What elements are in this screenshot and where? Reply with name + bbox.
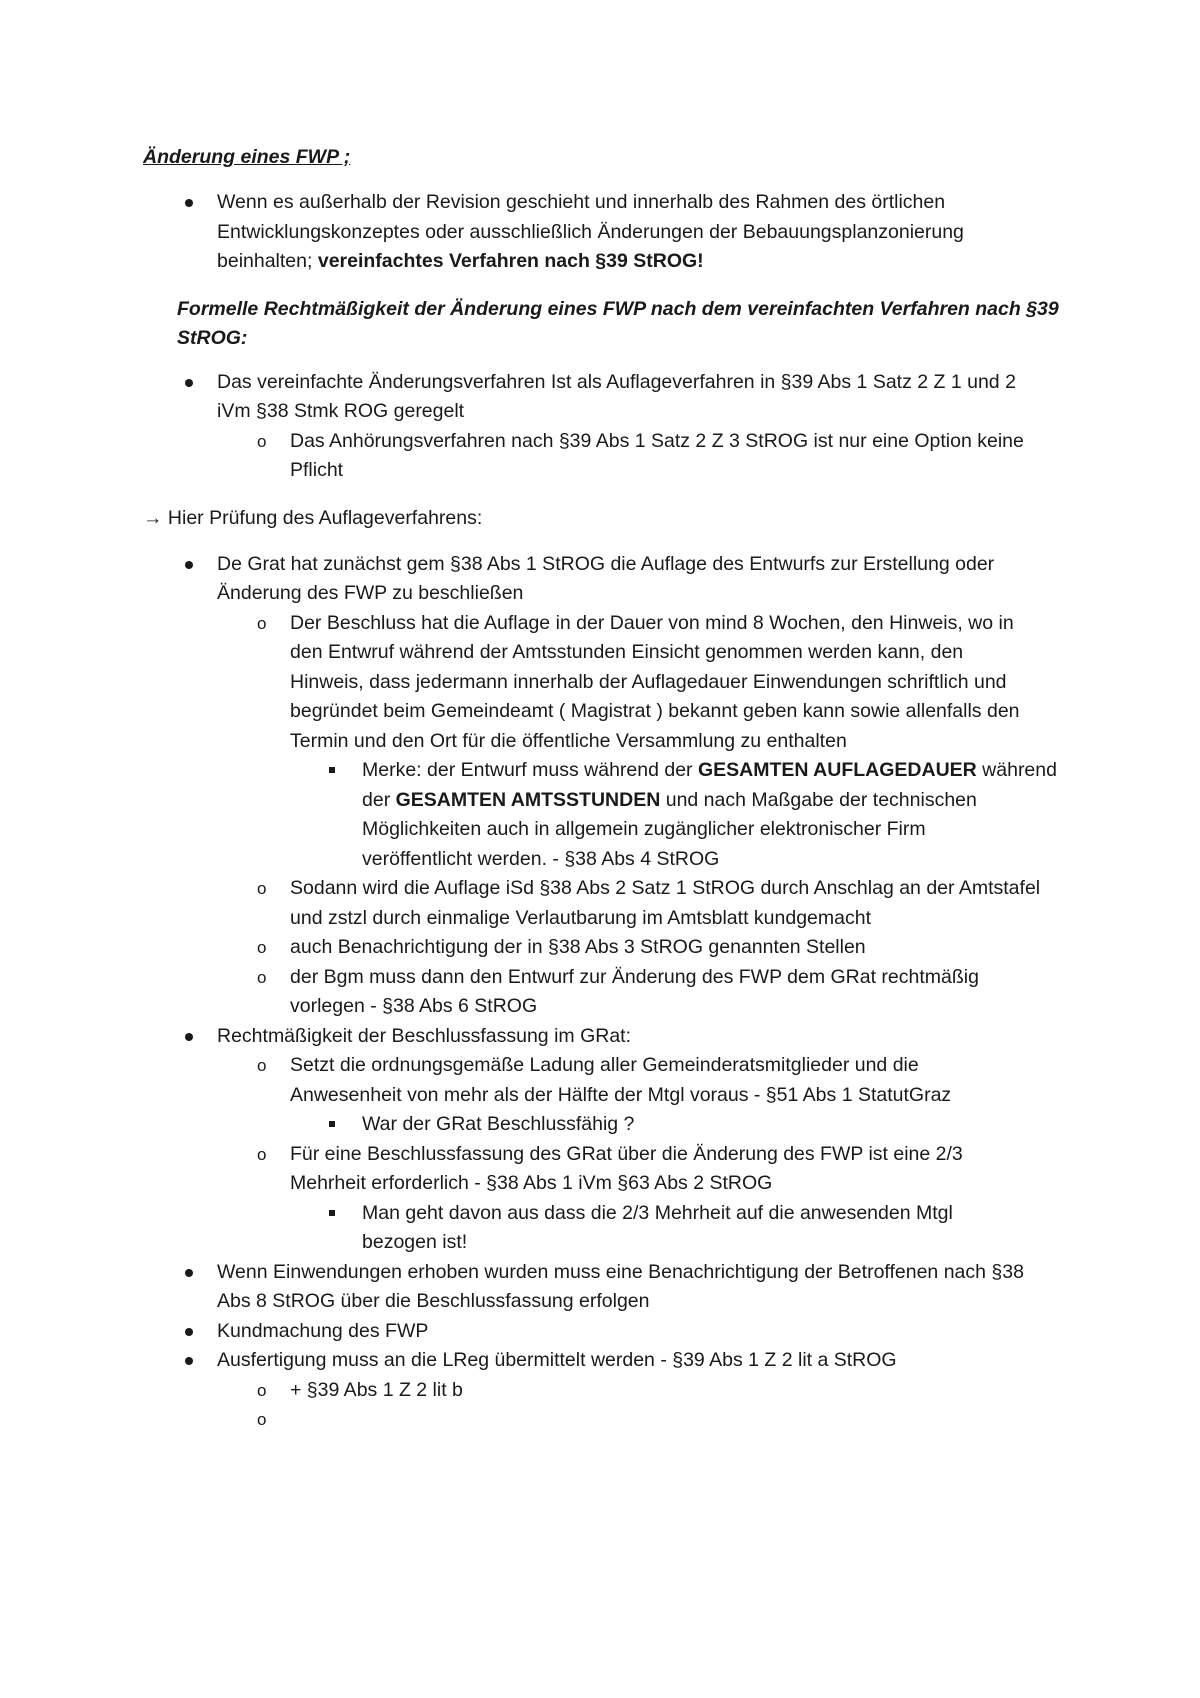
section-heading: StROG:: [177, 327, 248, 349]
text-line: Der Beschluss hat die Auflage in der Dauer von mind 8 Wochen, den Hinweis, wo in: [290, 612, 1014, 634]
text-line: Entwicklungskonzeptes oder ausschließlich Änderungen der Bebauungsplanzonierung: [217, 221, 964, 243]
text-line: Änderung des FWP zu beschließen: [217, 582, 524, 604]
text-line: Pflicht: [290, 459, 344, 481]
text-line: Abs 8 StROG über die Beschlussfassung erfolgen: [217, 1290, 650, 1312]
section-heading: Formelle Rechtmäßigkeit der Änderung eines FWP nach dem vereinfachten Verfahren nach §39: [177, 298, 1059, 320]
sub-bullet-icon: o: [257, 879, 267, 898]
bold-span: vereinfachtes Verfahren nach §39 StROG!: [317, 250, 704, 272]
text-line: De Grat hat zunächst gem §38 Abs 1 StROG die Auflage des Entwurfs zur Erstellung oder: [217, 553, 995, 575]
text-line: Setzt die ordnungsgemäße Ladung aller Gemeinderatsmitglieder und die: [290, 1054, 919, 1076]
text-span: Hier Prüfung des Auflageverfahrens:: [162, 507, 483, 529]
sub-bullet-icon: o: [257, 614, 267, 633]
text-line: Für eine Beschlussfassung des GRat über die Änderung des FWP ist eine 2/3: [290, 1143, 963, 1165]
text-line: Kundmachung des FWP: [217, 1320, 429, 1342]
text-line: veröffentlicht werden. - §38 Abs 4 StROG: [362, 848, 720, 870]
bullet-icon: [185, 379, 193, 387]
text-line: [362, 756, 1057, 786]
arrow-icon: →: [143, 507, 163, 529]
bold-span: GESAMTEN AUFLAGEDAUER: [697, 759, 977, 781]
sub-bullet-icon: o: [257, 1056, 267, 1075]
sub-bullet-icon: o: [257, 1410, 267, 1429]
square-bullet-icon: [329, 1121, 335, 1127]
text-line: Rechtmäßigkeit der Beschlussfassung im GRat:: [217, 1025, 631, 1047]
sub-bullet-icon: o: [257, 1381, 267, 1400]
bullet-icon: [185, 1269, 193, 1277]
text-line: Hinweis, dass jedermann innerhalb der Auflagedauer Einwendungen schriftlich und: [290, 671, 1007, 693]
text-line: Das vereinfachte Änderungsverfahren Ist als Auflageverfahren in §39 Abs 1 Satz 2 Z 1 und 2: [217, 371, 1016, 393]
text-line: Das Anhörungsverfahren nach §39 Abs 1 Satz 2 Z 3 StROG ist nur eine Option keine: [290, 430, 1024, 452]
sub-bullet-icon: o: [257, 432, 267, 451]
text-line: Sodann wird die Auflage iSd §38 Abs 2 Satz 1 StROG durch Anschlag an der Amtstafel: [290, 877, 1041, 899]
text-line: bezogen ist!: [362, 1231, 468, 1253]
text-line: Ausfertigung muss an die LReg übermittelt werden - §39 Abs 1 Z 2 lit a StROG: [217, 1349, 897, 1371]
bullet-icon: [185, 561, 193, 569]
bold-span: GESAMTEN AMTSSTUNDEN: [395, 789, 661, 811]
text-line: Mehrheit erforderlich - §38 Abs 1 iVm §63 Abs 2 StROG: [290, 1172, 773, 1194]
bullet-icon: [185, 1328, 193, 1336]
text-line: Termin und den Ort für die öffentliche Versammlung zu enthalten: [290, 730, 847, 752]
bullet-icon: [185, 199, 193, 207]
text-line: Wenn es außerhalb der Revision geschieht und innerhalb des Rahmen des örtlichen: [217, 191, 946, 213]
sub-bullet-icon: o: [257, 968, 267, 987]
sub-bullet-icon: o: [257, 1145, 267, 1164]
text-line: + §39 Abs 1 Z 2 lit b: [290, 1379, 463, 1401]
text-line: vorlegen - §38 Abs 6 StROG: [290, 995, 538, 1017]
text-line: Möglichkeiten auch in allgemein zugänglicher elektronischer Firm: [362, 818, 926, 840]
text-span: während: [976, 759, 1057, 781]
text-line: Wenn Einwendungen erhoben wurden muss eine Benachrichtigung der Betroffenen nach §38: [217, 1261, 1024, 1283]
text-line: und zstzl durch einmalige Verlautbarung im Amtsblatt kundgemacht: [290, 907, 871, 929]
text-line: der Bgm muss dann den Entwurf zur Änderung des FWP dem GRat rechtmäßig: [290, 966, 979, 988]
square-bullet-icon: [329, 767, 335, 773]
text-line: iVm §38 Stmk ROG geregelt: [217, 400, 465, 422]
square-bullet-icon: [329, 1210, 335, 1216]
text-line: auch Benachrichtigung der in §38 Abs 3 StROG genannten Stellen: [290, 936, 866, 958]
text-line: begründet beim Gemeindeamt ( Magistrat ) bekannt geben kann sowie allenfalls den: [290, 700, 1020, 722]
text-line: [143, 504, 482, 534]
text-span: der: [362, 789, 396, 811]
text-line: [217, 247, 704, 277]
text-span: und nach Maßgabe der technischen: [660, 789, 977, 811]
text-span: beinhalten;: [217, 250, 318, 272]
text-line: Man geht davon aus dass die 2/3 Mehrheit auf die anwesenden Mtgl: [362, 1202, 953, 1224]
text-line: den Entwruf während der Amtsstunden Einsicht genommen werden kann, den: [290, 641, 964, 663]
text-line: War der GRat Beschlussfähig ?: [362, 1113, 635, 1135]
text-span: Merke: der Entwurf muss während der: [362, 759, 698, 781]
bullet-icon: [185, 1357, 193, 1365]
page-title: Änderung eines FWP ;: [143, 146, 351, 168]
text-line: [362, 786, 977, 816]
text-line: Anwesenheit von mehr als der Hälfte der Mtgl voraus - §51 Abs 1 StatutGraz: [290, 1084, 952, 1106]
sub-bullet-icon: o: [257, 938, 267, 957]
bullet-icon: [185, 1033, 193, 1041]
